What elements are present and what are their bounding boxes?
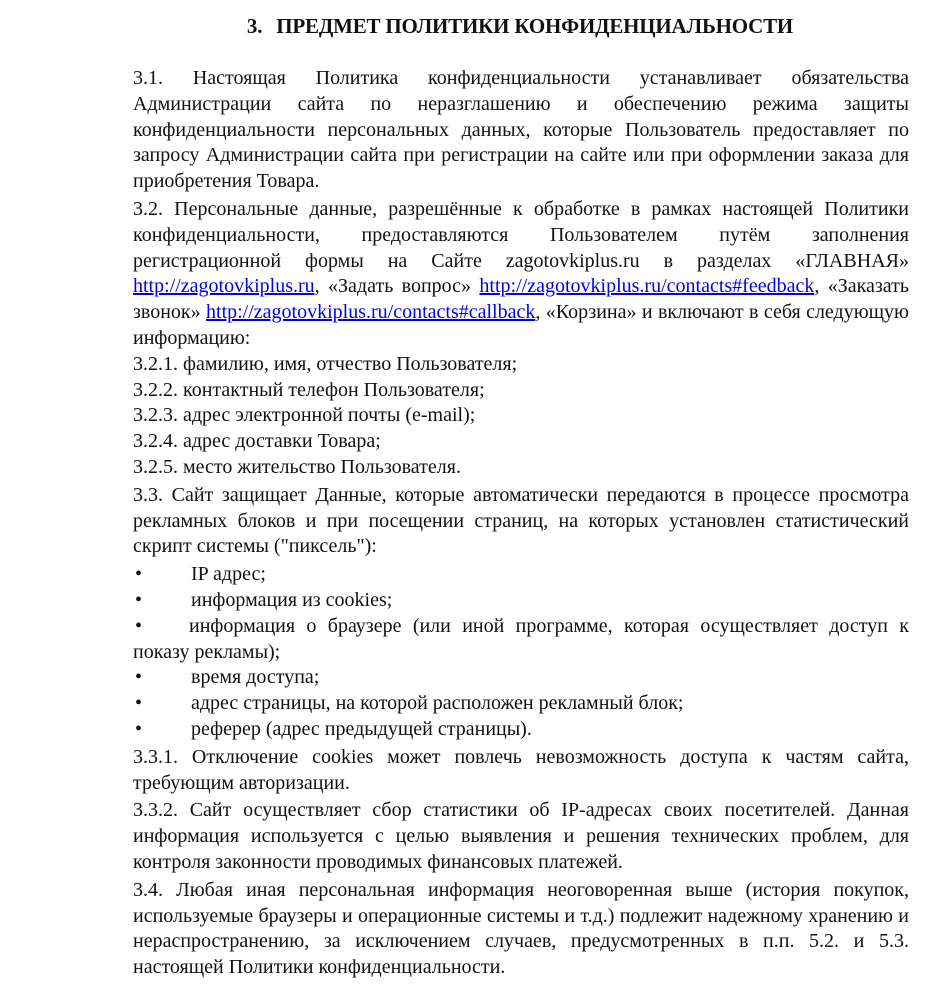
- link-callback[interactable]: http://zagotovkiplus.ru/contacts#callback: [206, 301, 536, 324]
- paragraph-3-3-1: 3.3.1. Отключение cookies может повлечь невозможность доступа к частям сайта, требующим авторизации.: [133, 745, 909, 794]
- paragraph-3-2-sep1: , «Задать вопрос»: [314, 275, 472, 298]
- bullet-item: • время доступа;: [133, 665, 909, 691]
- paragraph-3-3-2: 3.3.2. Сайт осуществляет сбор статистики об IP-адресах своих посетителей. Данная информация используется с целью выявления и решения технических проблем, для контроля законности проводимых финансовых платежей.: [133, 799, 909, 873]
- list-item: 3.2.3. адрес электронной почты (e-mail);: [133, 404, 476, 427]
- list-item: 3.2.4. адрес доставки Товара;: [133, 430, 381, 453]
- bullet-icon: •: [135, 717, 143, 740]
- paragraph-3-4: 3.4. Любая иная персональная информация неоговоренная выше (история покупок, используемые браузеры и операционные системы и т.д.) подлежит надежному хранению и нераспространению, за исключением случаев, предусмотренных в п.п. 5.2. и 5.3. настоящей Политики конфиденциальности.: [133, 878, 909, 979]
- paragraph-3-2: [133, 197, 909, 352]
- bullet-item: • информация из cookies;: [133, 588, 909, 614]
- list-item: 3.2.2. контактный телефон Пользователя;: [133, 378, 485, 401]
- section-title: ПРЕДМЕТ ПОЛИТИКИ КОНФИДЕНЦИАЛЬНОСТИ: [276, 14, 794, 38]
- bullet-item: • IP адрес;: [133, 562, 909, 588]
- paragraph-3-2-outro: , «Корзина» и включают в себя следующую информацию:: [133, 301, 909, 349]
- bullet-icon: •: [135, 666, 143, 689]
- paragraph-3-3: 3.3. Сайт защищает Данные, которые автоматически передаются в процессе просмотра рекламных блоков и при посещении страниц, на которых установлен статистический скрипт системы ("пиксель"):: [133, 483, 909, 558]
- paragraph-3-1: 3.1. Настоящая Политика конфиденциальности устанавливает обязательства Администрации сайта по неразглашению и обеспечению режима защиты конфиденциальности персональных данных, которые Пользователь предоставляет по запросу Администрации сайта при регистрации на сайте или при оформлении заказа для приобретения Товара.: [133, 67, 909, 193]
- bullet-icon: •: [135, 588, 143, 611]
- section-number: 3.: [246, 14, 263, 38]
- paragraph-3-2-intro: 3.2. Персональные данные, разрешённые к обработке в рамках настоящей Политики конфиденциальности, предоставляются Пользователем путём заполнения регистрационной формы на Сайте zagotovkiplus.ru в разделах «ГЛАВНАЯ»: [133, 197, 909, 272]
- bullet-icon: •: [135, 563, 143, 586]
- link-feedback[interactable]: http://zagotovkiplus.ru/contacts#feedback: [479, 275, 815, 298]
- document-body: [133, 66, 909, 981]
- bullet-item: • реферер (адрес предыдущей страницы).: [133, 717, 909, 743]
- list-item: 3.2.1. фамилию, имя, отчество Пользователя;: [133, 352, 518, 375]
- bullet-item: • информация о браузере (или иной программе, которая осуществляет доступ к показу рекламы);: [133, 614, 909, 663]
- bullet-icon: •: [135, 614, 143, 637]
- link-main-page[interactable]: http://zagotovkiplus.ru: [133, 275, 315, 298]
- bullet-item: • адрес страницы, на которой расположен рекламный блок;: [133, 691, 909, 717]
- paragraph-3-2-sep2: , «Заказать звонок»: [133, 275, 909, 324]
- section-heading: [0, 14, 935, 39]
- list-item: 3.2.5. место жительство Пользователя.: [133, 455, 461, 478]
- bullet-icon: •: [135, 692, 143, 715]
